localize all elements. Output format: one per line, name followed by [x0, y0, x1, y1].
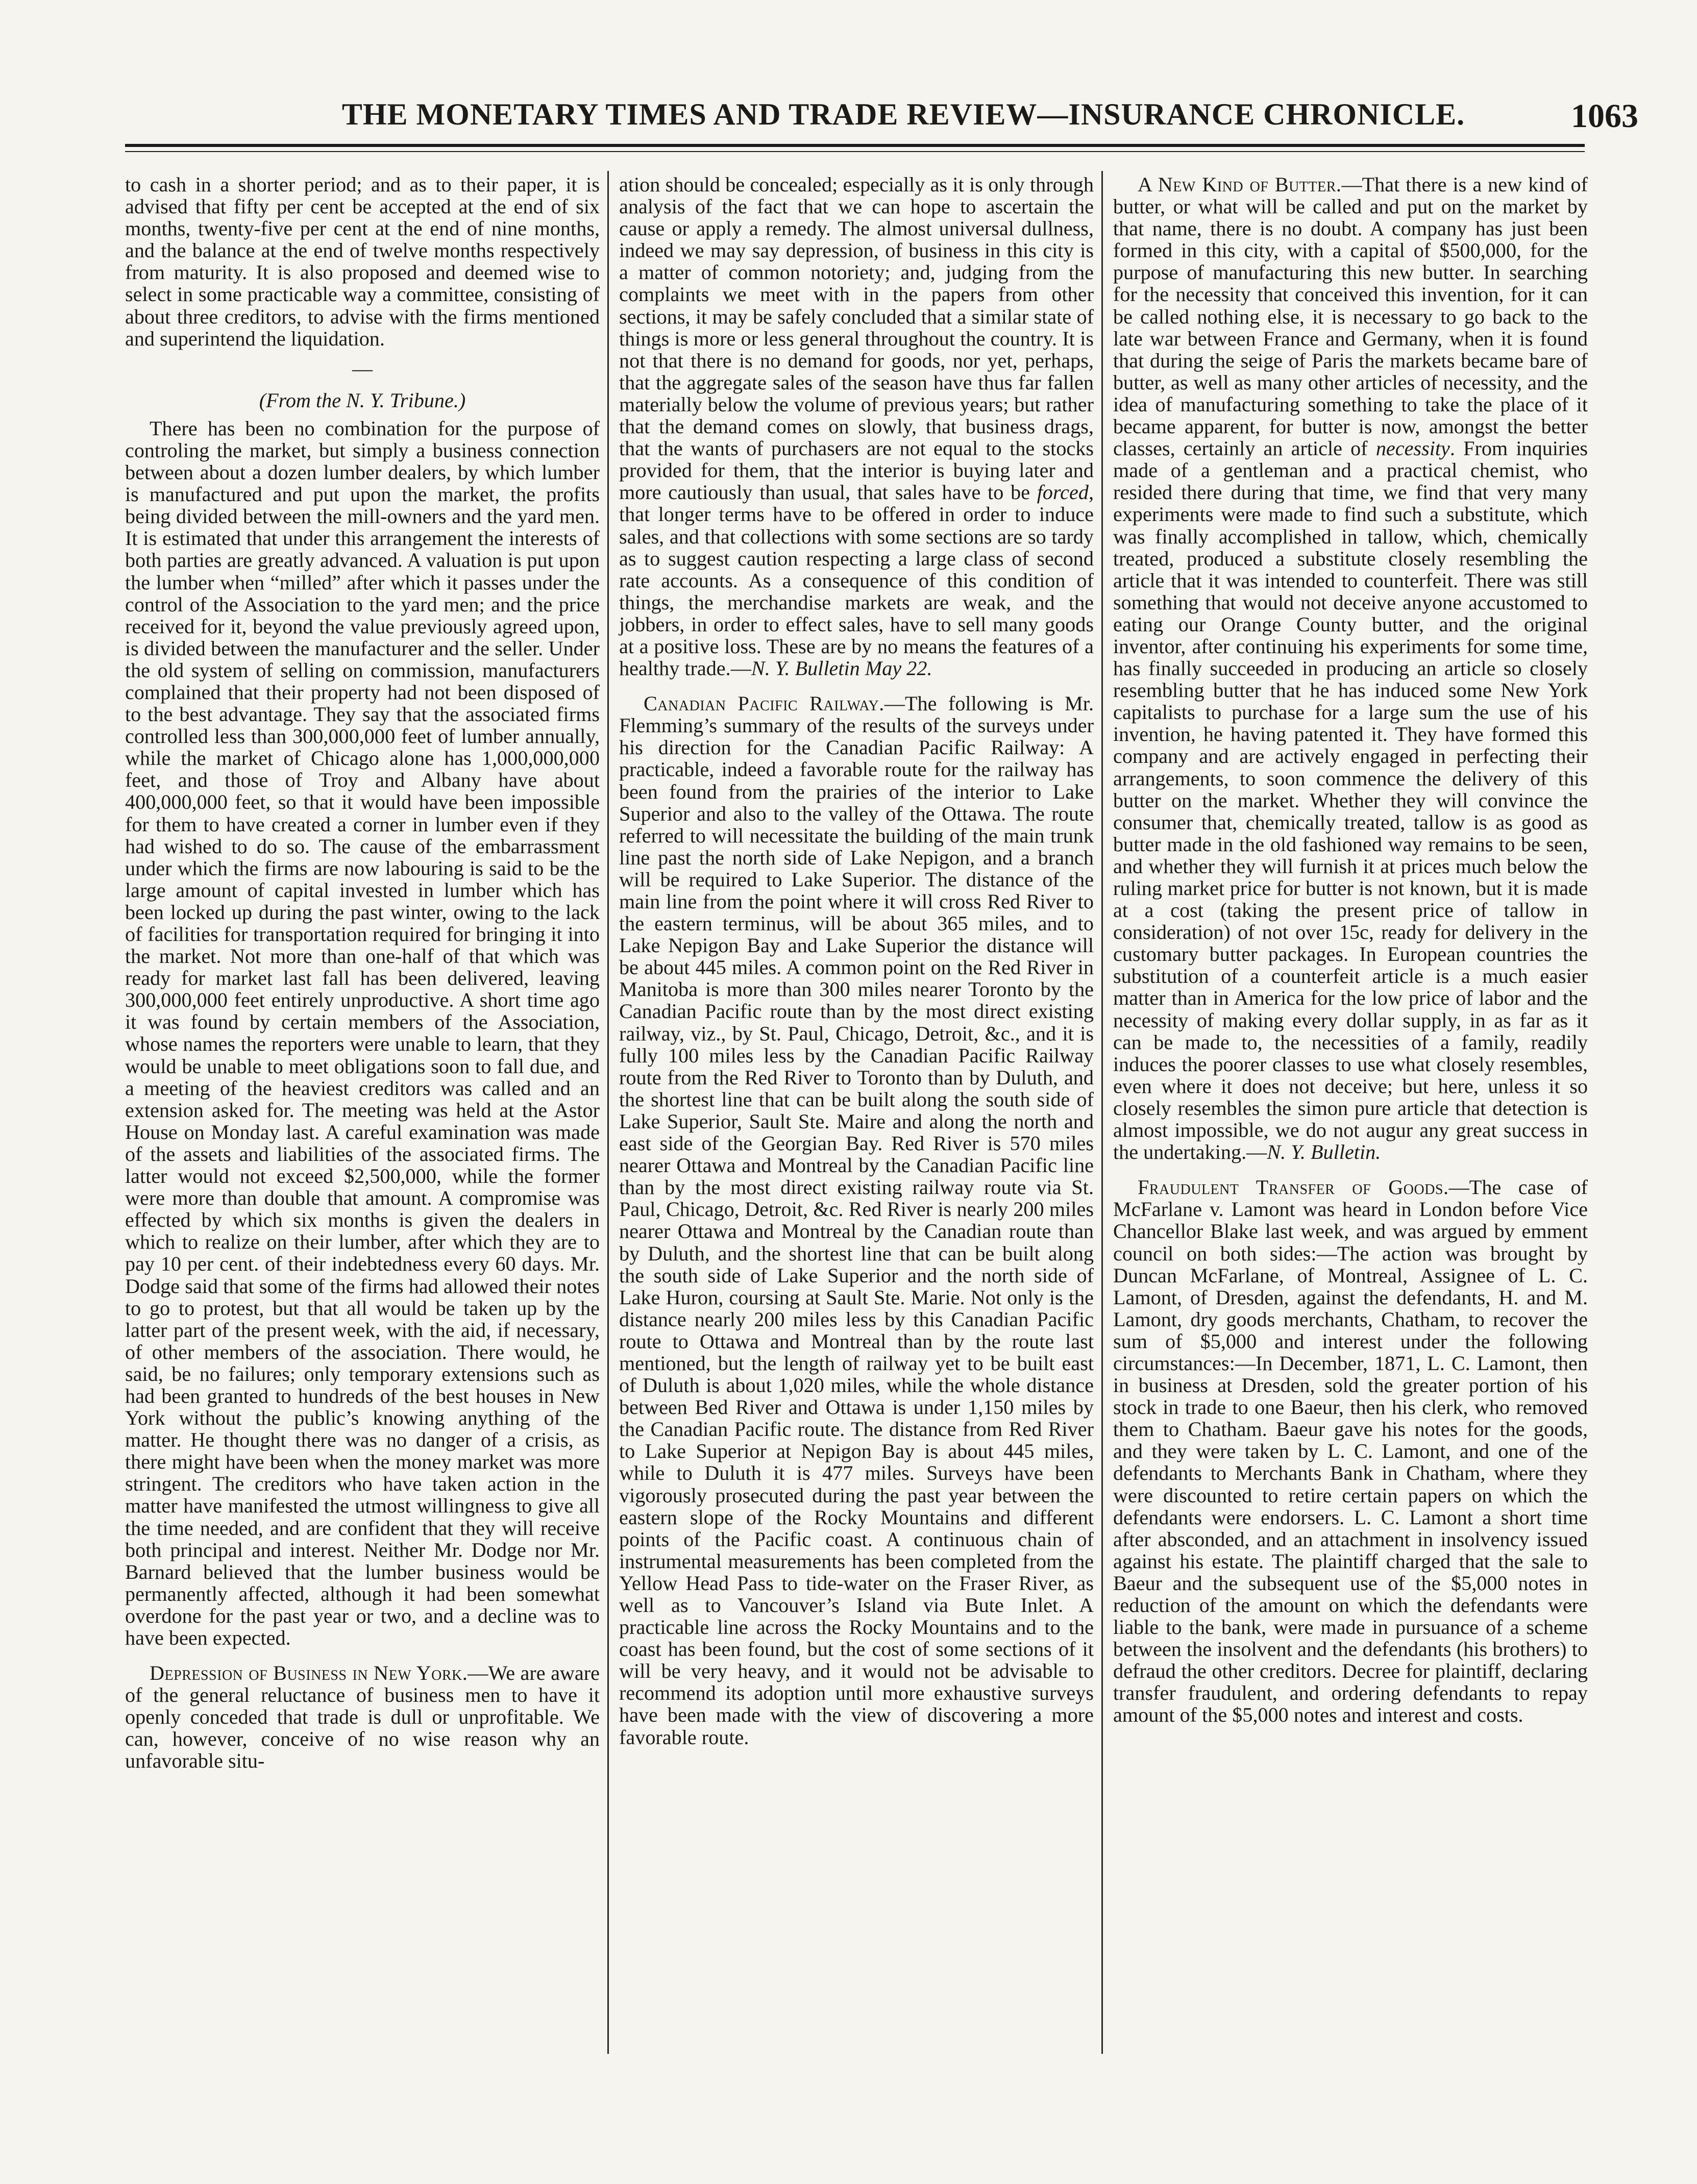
article-heading: Depression of Business in New York. [150, 1661, 468, 1685]
article-canadian-pacific [619, 692, 1094, 1748]
source-credit: N. Y. Bulletin. [1267, 1140, 1381, 1164]
column-divider-2 [1101, 171, 1103, 2054]
header-rule-thick [125, 144, 1585, 147]
column-divider-1 [607, 171, 609, 2054]
source-credit: N. Y. Bulletin May 22. [751, 657, 932, 680]
article-body: ation should be concealed; especially as it is only through analysis of the fact that we can hope to ascertain the cause or apply a remedy. The almost universal dullness, indeed we may say depression, of business in this city is a matter of common notoriety; and, judging from the complaints we meet with in the papers from other sections, it may be safely concluded that a similar state of things is more or less general throughout the country. It is not that there is no demand for goods, nor yet, perhaps, that the aggregate sales of the season have thus far fallen materially below the volume of previous years; but rather that the demand comes on slowly, that business drags, that the wants of purchasers are not equal to the stocks provided for them, that the interior is buying later and more cautiously than usual, that sales have to be [619, 173, 1094, 504]
running-title: THE MONETARY TIMES AND TRADE REVIEW—INSURANCE CHRONICLE. [341, 97, 1465, 131]
header-rule-thin [125, 151, 1585, 152]
separator-dash: — [352, 357, 373, 380]
column-3 [1113, 173, 1588, 1726]
article-heading: Fraudulent Transfer of Goods. [1138, 1176, 1449, 1199]
article-new-butter [1113, 173, 1588, 1163]
article-body: —We are aware of the general reluctance of business men to have it openly conceded that trade is dull or unprofitable. We can, however, conceive of no wise reason why an unfavorable situ- [125, 1661, 600, 1773]
article-body: , that longer terms have to be offered in order to induce sales, and that collections with some sections are so tardy as to suggest caution respecting a large class of second rate accounts. As a consequence of this condition of things, the merchandise markets are weak, and the jobbers, in order to effect sales, have to sell many goods at a positive loss. These are by no means the features of a healthy trade.— [619, 481, 1094, 680]
page-number: 1063 [1571, 97, 1638, 135]
article-body: —The following is Mr. Flemming’s summary of the results of the surveys under his direction for the Canadian Pacific Railway: A practicable, indeed a favorable route for the railway has been found from the prairies of the interior to Lake Superior and also to the valley of the Ottawa. The route referred to will necessitate the building of the main trunk line past the north side of Lake Nepigon, and a branch will be required to Lake Superior. The distance of the main line from the point where it will cross Red River to the eastern terminus, will be about 365 miles, and to Lake Nepigon Bay and Lake Superior the distance will be about 445 miles. A common point on the Red River in Manitoba is more than 300 miles nearer Toronto by the Canadian Pacific route than by the most direct existing railway, viz., by St. Paul, Chicago, Detroit, &c., and it is fully 100 miles less by the Canadian Pacific Railway route from the Red River to Toronto than by Duluth, and the shortest line that can be built along the south side of Lake Superior, Sault Ste. Maire and along the north and east side of the Georgian Bay. Red River is 570 miles nearer Ottawa and Montreal by the Canadian Pacific line than by the most direct existing railway route via St. Paul, Chicago, Detroit, &c. Red River is nearly 200 miles nearer Ottawa and Montreal by the Canadian route than by Duluth, and the shortest line that can be built along the south side of Lake Superior and the north side of Lake Huron, coursing at Sault Ste. Marie. Not only is the distance nearly 200 miles less by this Canadian Pacific route to Ottawa and Montreal than by the route last mentioned, but the length of railway yet to be built east of Duluth is about 1,020 miles, while the whole distance between Bed River and Ottawa is under 1,150 miles by the Canadian Pacific route. The distance from Red River to Lake Superior at Nepigon Bay is about 445 miles, while to Duluth it is 477 miles. Surveys have been vigorously prosecuted during the past year between the eastern slope of the Rocky Mountains and different points of the Pacific coast. A continuous chain of instrumental measurements has been completed from the Yellow Head Pass to tide-water on the Fraser River, as well as to Vancouver’s Island via Bute Inlet. A practicable line across the Rocky Mountains and to the coast has been found, but the cost of some sections of it will be very heavy, and it would not be advisable to recommend its adoption until more exhaustive surveys have been made with the view of discovering a more favorable route. [619, 692, 1094, 1749]
article-body: —The case of McFarlane v. Lamont was heard in London before Vice Chancellor Blake last week, and was argued by emment council on both sides:—The action was brought by Duncan McFarlane, of Montreal, Assignee of L. C. Lamont, of Dresden, against the defendants, H. and M. Lamont, dry goods merchants, Chatham, to recover the sum of $5,000 and interest under the following circumstances:—In December, 1871, L. C. Lamont, then in business at Dresden, sold the greater portion of his stock in trade to one Baeur, then his clerk, who removed them to Chatham. Baeur gave his notes for the goods, and they were taken by L. C. Lamont, and one of the defendants to Merchants Bank in Chatham, where they were discounted to retire certain papers on which the defendants were endorsers. L. C. Lamont a short time after absconded, and an attachment in insolvency issued against his estate. The plaintiff charged that the sale to Baeur and the subsequent use of the $5,000 notes in reduction of the amount on which the defendants were liable to the bank, were made in pursuance of a scheme between the insolvent and the defendants (his brothers) to defraud the other creditors. Decree for plaintiff, declaring transfer fraudulent, and ordering defendants to repay amount of the $5,000 notes and interest and costs. [1113, 1176, 1588, 1727]
column-1 [125, 173, 600, 1772]
column-2 [619, 173, 1094, 1748]
article-depression-continued [619, 173, 1094, 679]
article-body: —That there is a new kind of butter, or what will be called and put on the market by that name, there is no doubt. A company has just been formed in this city, with a capital of $500,000, for the purpose of manufacturing this new butter. In searching for the necessity that conceived this invention, for it can be called nothing else, it is necessary to go back to the late war between France and Germany, when it is found that during the seige of Paris the markets became bare of butter, as well as many other articles of necessity, and the idea of manufacturing something to take the place of it became apparent, for butter is now, amongst the better classes, certainly an article of [1113, 173, 1588, 460]
article-heading: Canadian Pacific Railway. [644, 692, 884, 715]
article-lumber-tribune: There has been no combination for the purpose of controling the market, but simply a business connection between about a dozen lumber dealers, by which lumber is manufactured and put upon the market, the profits being divided between the mill-owners and the yard men. It is estimated that under this arrangement the interests of both parties are greatly advanced. A valuation is put upon the lumber when “milled” after which it passes under the control of the Association to the yard men; and the price received for it, beyond the value previously agreed upon, is divided between the manufacturer and the seller. Under the old system of selling on commission, manufacturers complained that their property had not been disposed of to the best advantage. They say that the associated firms controlled less than 300,000,000 feet of lumber annually, while the market of Chicago alone has 1,000,000,000 feet, and those of Troy and Albany have about 400,000,000 feet, so that it would have been impossible for them to have created a corner in lumber even if they had wished to do so. The cause of the embarrassment under which the firms are now labouring is said to be the large amount of capital invested in lumber which has been locked up during the past winter, owing to the lack of facilities for transportation required for bringing it into the market. Not more than one-half of that which was ready for market last fall has been delivered, leaving 300,000,000 feet entirely unproductive. A short time ago it was found by certain members of the Association, whose names the reporters were unable to learn, that they would be unable to meet obligations soon to fall due, and a meeting of the heaviest creditors was called and an extension asked for. The meeting was held at the Astor House on Monday last. A careful examination was made of the assets and liabilities of the associated firms. The latter would not exceed $2,500,000, while the former were more than double that amount. A compromise was effected by which six months is given the dealers in which to realize on their lumber, after which they are to pay 10 per cent. of their indebtedness every 60 days. Mr. Dodge said that some of the firms had allowed their notes to go to protest, but that all would be taken up by the latter part of the present week, with the aid, if necessary, of other members of the association. There would, he said, be no failures; only temporary extensions such as had been granted to hundreds of the best houses in New York without the public’s knowing anything of the matter. He thought there was no danger of a crisis, as there might have been when the money market was more stringent. The creditors who have taken action in the matter have manifested the utmost willingness to give all the time needed, and are confident that they will receive both principal and interest. Neither Mr. Dodge nor Mr. Barnard believed that the lumber business would be permanently affected, although it had been somewhat overdone for the past year or two, and a decline was to have been expected. [125, 416, 600, 1649]
article-depression [125, 1662, 600, 1772]
article-heading: A New Kind of Butter. [1138, 173, 1342, 196]
page-header [117, 97, 1643, 138]
emphasis: necessity [1375, 437, 1450, 460]
article-body: . From inquiries made of a gentleman and a practical chemist, who resided there during that time, we find that very many experiments were made to find such a substitute, which was finally accomplished in tallow, which, chemically treated, produced a substitute closely resembling the article that it was intended to counterfeit. There was still something that would not deceive anyone accustomed to eating our Orange County butter, and the original inventor, after continuing his experiments for some time, has finally succeeded in producing an article so closely resembling butter that he has induced some New York capitalists to purchase for a large sum the use of his invention, he having patented it. They have formed this company and are actively engaged in perfecting their arrangements, to soon commence the delivery of this butter on the market. Whether they will convince the consumer that, chemically treated, tallow is as good as butter made in the old fashioned way remains to be seen, and whether they will furnish it at prices much below the ruling market price for butter is not known, but it is made at a cost (taking the present price of tallow in consideration) of not over 15c, ready for delivery in the customary butter packages. In European countries the substitution of a counterfeit article is a much easier matter than in America for the low price of labor and the necessity of making every dollar supply, in as far as it can be made to, the necessities of a family, readily induces the poorer classes to use what closely resembles, even where it does not deceive; but here, unless it so closely resembles the simon pure article that detection is almost impossible, we do not augur any great success in the undertaking.— [1113, 437, 1588, 1164]
article-lumber-continued: to cash in a shorter period; and as to their paper, it is advised that fifty per cent be accepted at the end of six months, twenty-five per cent at the end of nine months, and the balance at the end of twelve months respectively from maturity. It is also proposed and deemed wise to select in some practicable way a committee, consisting of about three creditors, to advise with the firms mentioned and superintend the liquidation. [125, 173, 600, 350]
article-fraudulent-transfer [1113, 1176, 1588, 1726]
source-credit: (From the N. Y. Tribune.) [259, 388, 466, 412]
emphasis: forced [1037, 481, 1089, 504]
